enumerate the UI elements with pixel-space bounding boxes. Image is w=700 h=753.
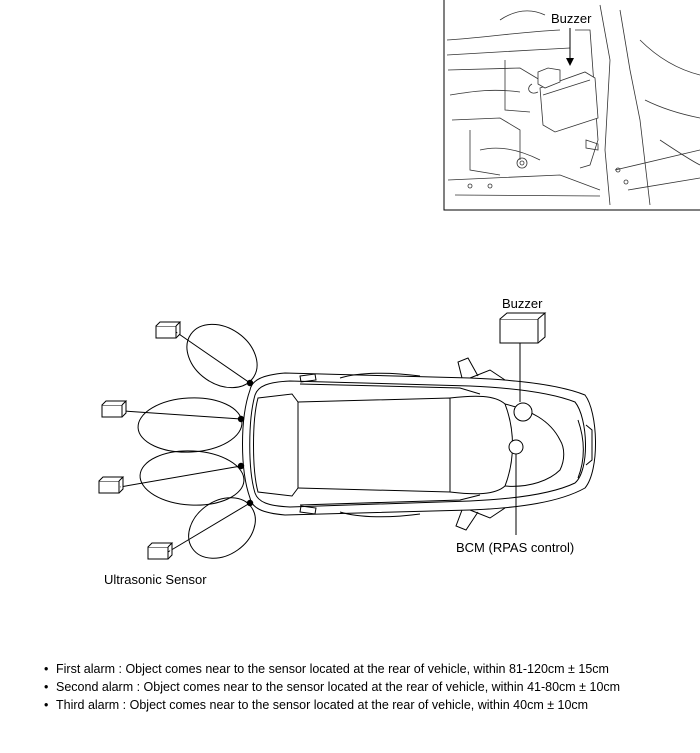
buzzer-label: Buzzer [502,296,543,311]
bullet: • [44,698,49,712]
alarm-note-item [44,678,620,696]
buzzer-box [500,313,545,343]
sensor-box-4 [148,543,172,559]
bullet: • [44,680,49,694]
alarm-note-text: First alarm : Object comes near to the sensor located at the rear of vehicle, within 81-120cm ± 15cm [56,662,609,676]
buzzer-inset [444,0,700,210]
sensor-zone-1 [175,311,269,400]
buzzer-location-marker [514,403,532,421]
alarm-note-text: Third alarm : Object comes near to the sensor located at the rear of vehicle, within 40cm ± 10cm [56,698,589,712]
ultrasonic-sensors [238,380,253,506]
sensor-box-2 [102,401,126,417]
alarm-note-text: Second alarm : Object comes near to the sensor located at the rear of vehicle, within 41-80cm ± 10cm [56,680,621,694]
bcm-label: BCM (RPAS control) [456,540,575,555]
alarm-note-item [44,696,620,714]
alarm-notes-list [44,660,620,714]
sensor-boxes [99,322,180,559]
sensor-zone-3 [139,448,246,507]
bullet: • [44,662,49,676]
inset-buzzer-leader [566,28,574,66]
sensor-box-1 [156,322,180,338]
ultrasonic-sensor-label: Ultrasonic Sensor [104,572,207,587]
sensor-box-3 [99,477,123,493]
sensor-leader-lines [120,332,250,552]
sensor-zone-2 [137,395,244,454]
sensor-zone-4 [177,485,267,571]
inset-buzzer-label: Buzzer [551,11,592,26]
alarm-note-item [44,660,620,678]
bcm-location-marker [509,440,523,454]
vehicle-top-view [243,358,596,530]
